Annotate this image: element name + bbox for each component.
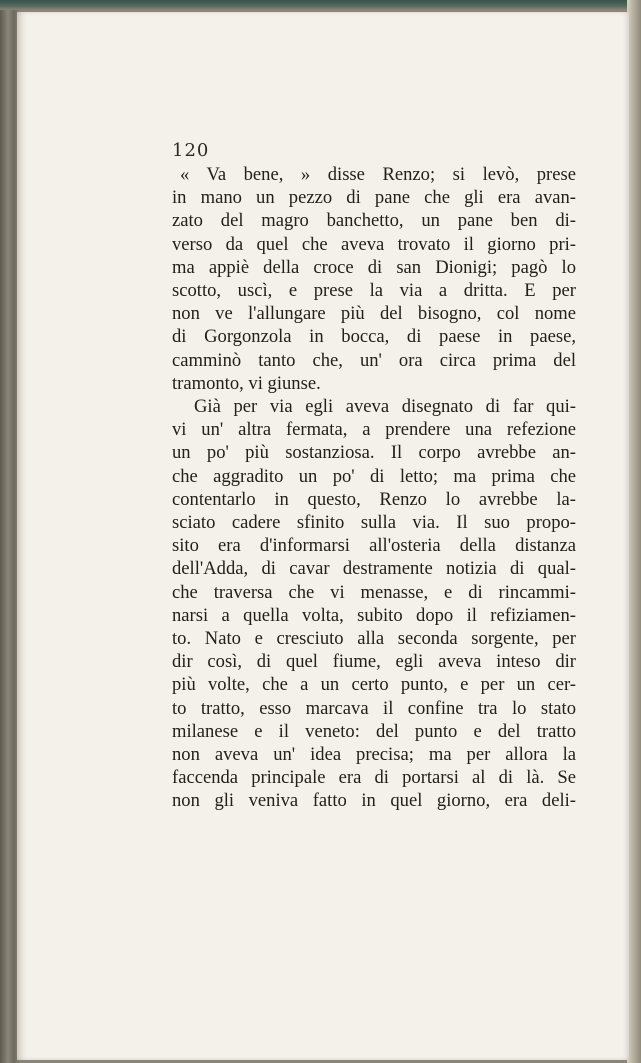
text-line: non ve l'allungare più del bisogno, col nome	[172, 303, 576, 325]
text-line: narsi a quella volta, subito dopo il refiziamen-	[172, 604, 576, 626]
page-number: 120	[172, 140, 210, 161]
text-line: non aveva un' idea precisa; ma per allora la	[172, 744, 576, 766]
text-line: tramonto, vi giunse.	[172, 372, 321, 394]
text-line: dir così, di quel fiume, egli aveva inteso dir	[172, 651, 576, 673]
text-line: che aggradito un po' di letto; ma prima che	[172, 465, 576, 487]
text-line: ma appiè della croce di san Dionigi; pagò lo	[172, 256, 576, 278]
text-line: di Gorgonzola in bocca, di paese in paese,	[172, 326, 576, 348]
text-line: « Va bene, » disse Renzo; si levò, prese	[180, 164, 576, 185]
book-cover-edge	[0, 0, 641, 10]
text-line: sito era d'informarsi all'osteria della distanza	[172, 535, 576, 557]
text-line: to tratto, esso marcava il confine tra lo stato	[172, 697, 576, 719]
text-line: milanese e il veneto: del punto e del tratto	[172, 720, 576, 742]
text-line: to. Nato e cresciuto alla seconda sorgente, per	[172, 628, 576, 650]
text-line: faccenda principale era di portarsi al di là. Se	[172, 767, 576, 789]
text-line: dell'Adda, di cavar destramente notizia di qual-	[172, 558, 576, 580]
text-line: zato del magro banchetto, un pane ben di-	[172, 210, 576, 232]
body-text	[172, 163, 576, 813]
text-line: in mano un pezzo di pane che gli era avan-	[172, 187, 576, 209]
text-line: verso da quel che aveva trovato il giorno pri-	[172, 233, 576, 255]
text-line: contentarlo in questo, Renzo lo avrebbe la-	[172, 488, 576, 510]
text-line: vi un' altra fermata, a prendere una refezione	[172, 419, 576, 441]
text-line: non gli veniva fatto in quel giorno, era deli-	[172, 790, 576, 812]
text-line: scotto, uscì, e prese la via a dritta. E per	[172, 280, 576, 302]
page-sheet	[17, 12, 629, 1060]
text-line: un po' più sostanziosa. Il corpo avrebbe an-	[172, 442, 576, 464]
page-stack-edge	[627, 0, 641, 1063]
text-line: più volte, che a un certo punto, e per un cer-	[172, 674, 576, 696]
text-line: camminò tanto che, un' ora circa prima del	[172, 349, 576, 371]
text-line: che traversa che vi menasse, e di rincammi-	[172, 581, 576, 603]
text-line: sciato cadere sfinito sulla via. Il suo propo-	[172, 512, 576, 534]
text-line: Già per via egli aveva disegnato di far qui-	[194, 396, 576, 418]
